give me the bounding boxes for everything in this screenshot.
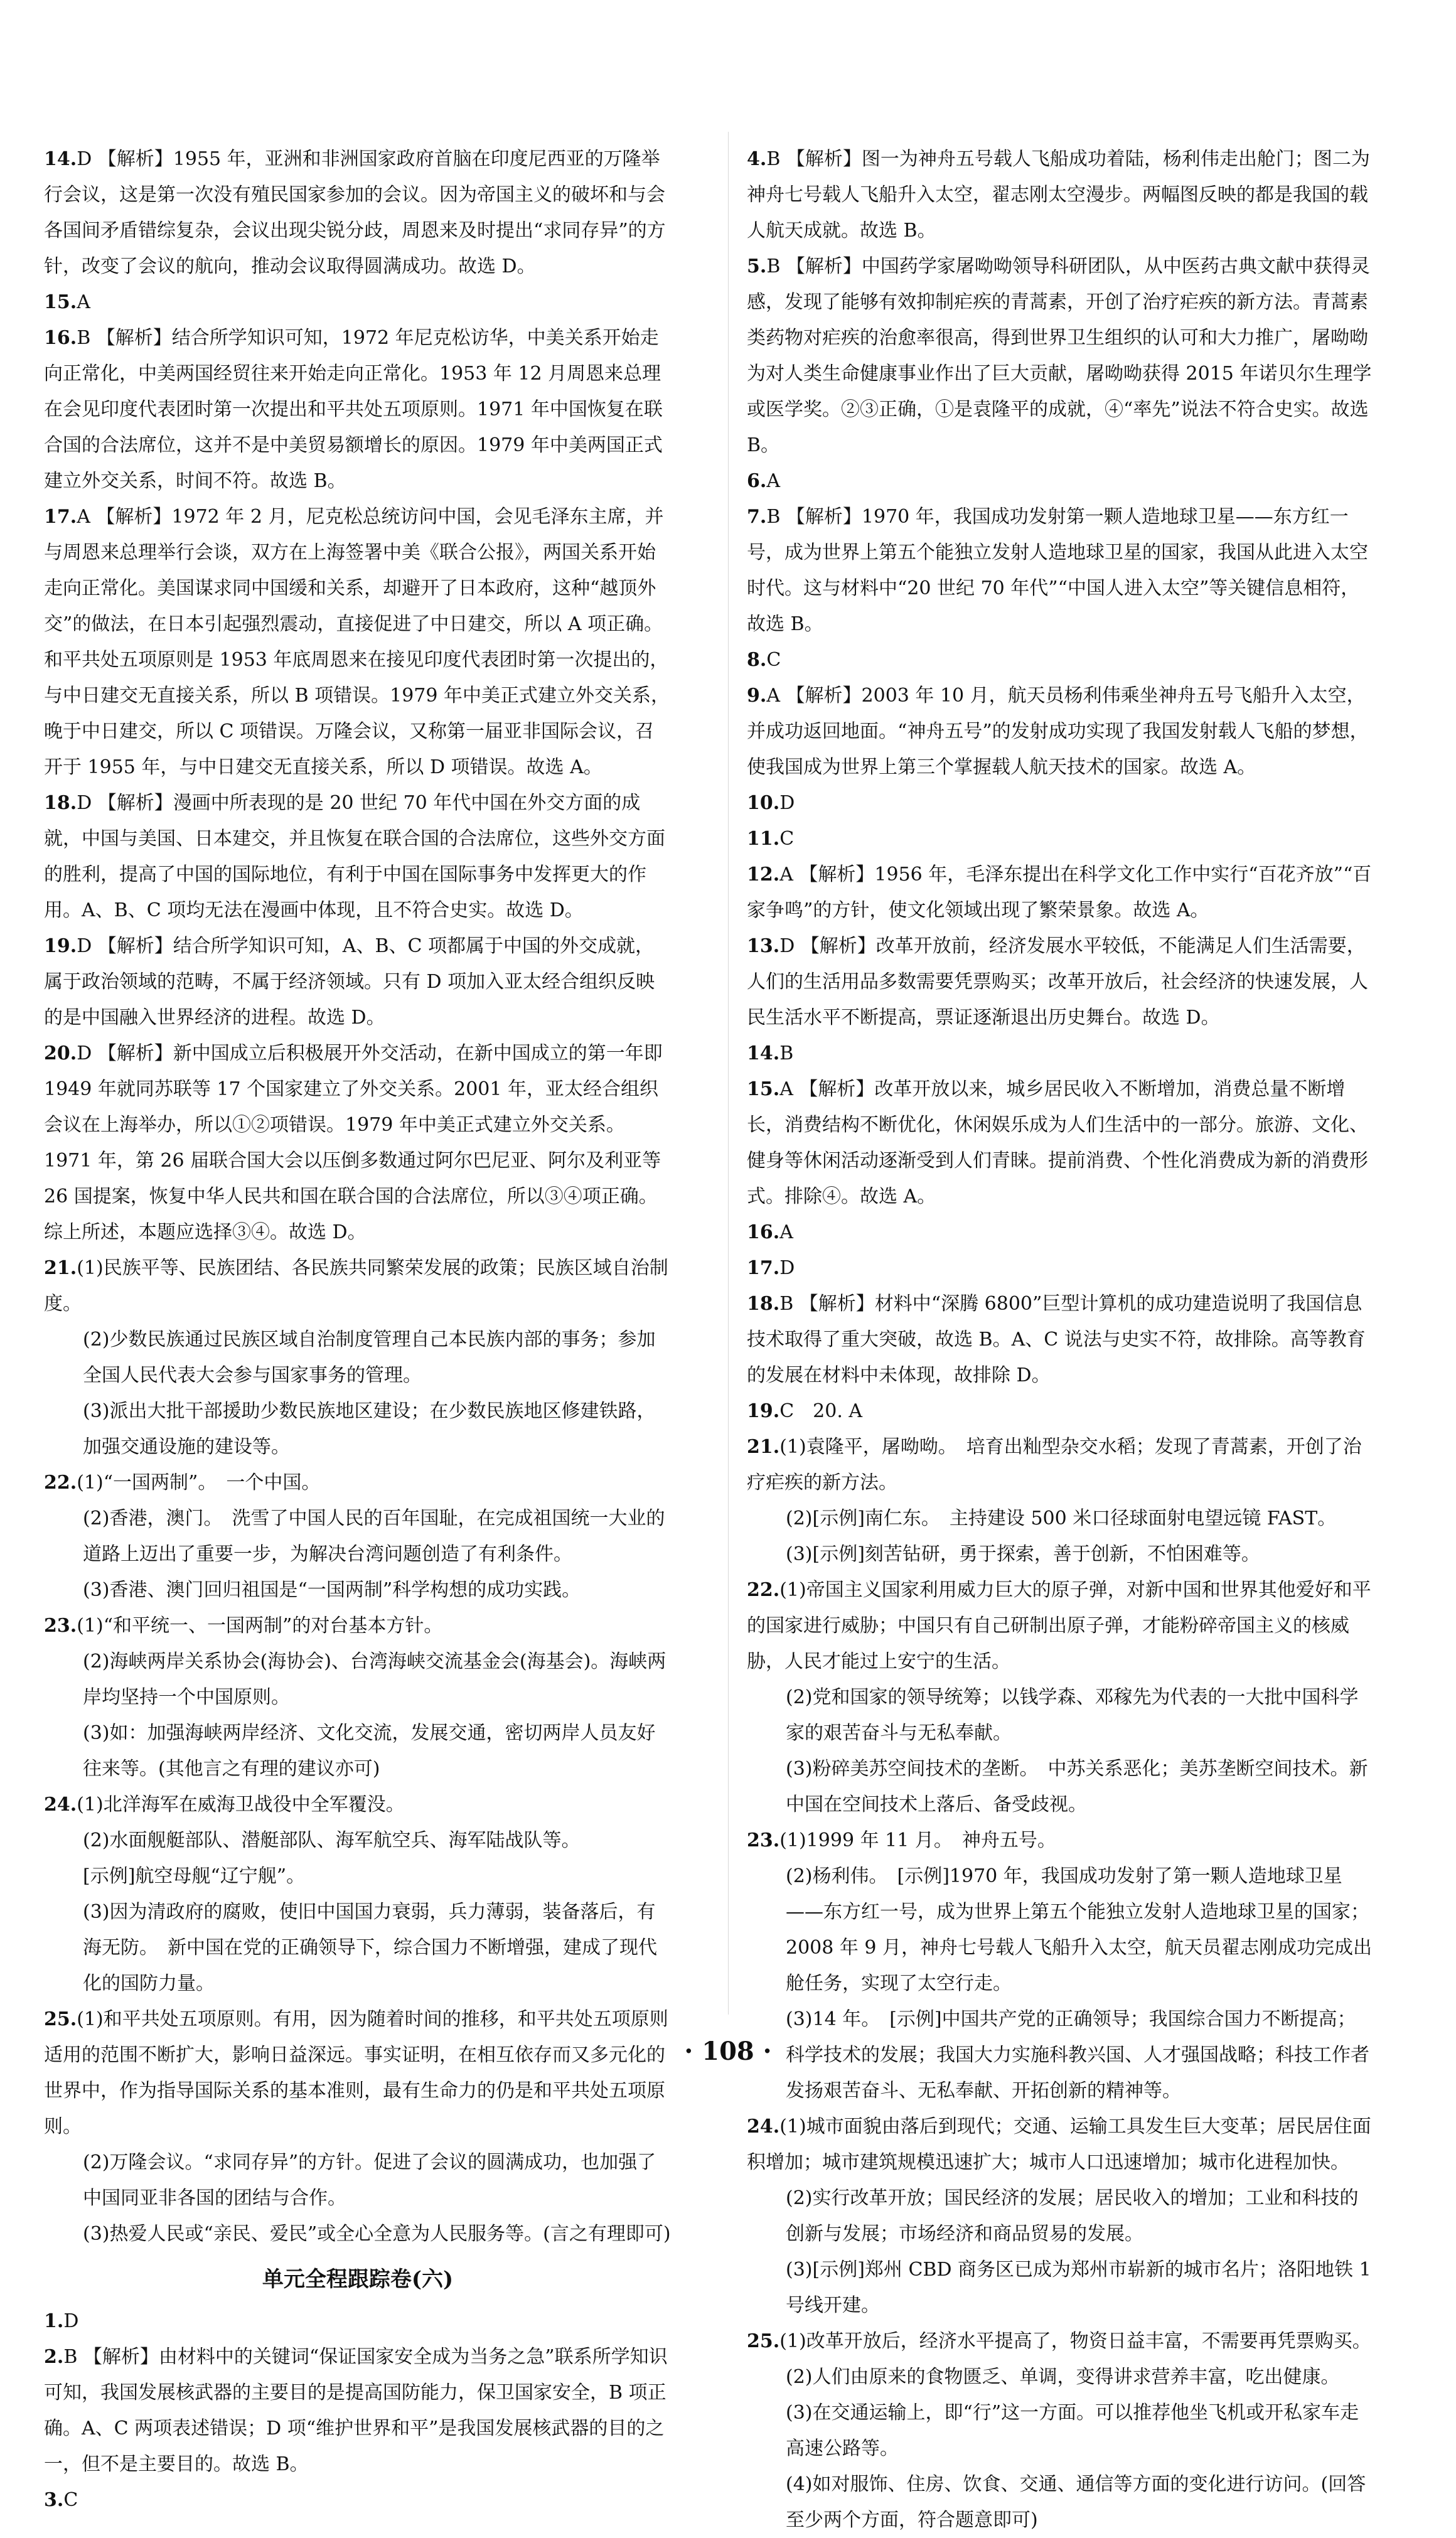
- answer-subpart: (3)香港、澳门回归祖国是“一国两制”科学构想的成功实践。: [83, 1579, 581, 1601]
- answer-number: 24.: [747, 2116, 780, 2138]
- answer-number: 16.: [44, 327, 77, 349]
- answer-subpart: (3)粉碎美苏空间技术的垄断。 中苏关系恶化；美苏垄断空间技术。新中国在空间技术上落后、备受歧视。: [786, 1758, 1368, 1816]
- answer-text: (1)“和平统一、一国两制”的对台基本方针。: [77, 1615, 443, 1637]
- answer-item: [44, 1250, 672, 1322]
- answer-item: [747, 2323, 1374, 2359]
- answer-item: [747, 785, 1374, 821]
- answer-number: 10.: [747, 792, 780, 814]
- answer-number: 18.: [44, 792, 77, 814]
- answer-subpart: (4)如对服饰、住房、饮食、交通、通信等方面的变化进行访问。(回答至少两个方面，符合题意即可): [786, 2473, 1366, 2531]
- answer-number: 6.: [747, 470, 767, 492]
- answer-subpart: [示例]航空母舰“辽宁舰”。: [83, 1865, 306, 1887]
- answer-item: [44, 1465, 672, 1501]
- answer-text: B: [779, 1042, 794, 1064]
- answer-item: [747, 1429, 1374, 1501]
- answer-number: 17.: [44, 506, 77, 528]
- answer-item: [44, 2339, 672, 2482]
- answer-text: C: [63, 2489, 78, 2511]
- answer-subpart: (2)杨利伟。 [示例]1970 年，我国成功发射了第一颗人造地球卫星——东方红一号，成为世界上第五个能独立发射人造地球卫星的国家；2008 年 9 月，神舟七号载人飞船升入太空，航天员翟志刚成功完成出舱任务，实现了太空行走。: [786, 1865, 1373, 1995]
- answer-text: (1)“一国两制”。 一个中国。: [77, 1472, 321, 1494]
- answer-number: 24.: [44, 1794, 77, 1816]
- answer-text: D 【解析】改革开放前，经济发展水平较低，不能满足人们生活需要，人们的生活用品多数需要凭票购买；改革开放后，社会经济的快速发展，人民生活水平不断提高，票证逐渐退出历史舞台。故选 D。: [747, 935, 1368, 1029]
- answer-subpart: (3)热爱人民或“亲民、爱民”或全心全意为人民服务等。(言之有理即可): [83, 2223, 671, 2245]
- answer-number: 5.: [747, 255, 767, 277]
- answer-item: [747, 1572, 1374, 1679]
- answer-number: 14.: [44, 148, 77, 170]
- answer-text: D: [779, 792, 795, 814]
- answer-number: 12.: [747, 864, 780, 886]
- answer-text: D 【解析】1955 年，亚洲和非洲国家政府首脑在印度尼西亚的万隆举行会议，这是第一次没有殖民国家参加的会议。因为帝国主义的破坏和与会各国间矛盾错综复杂，会议出现尖锐分歧，周恩来及时提出“求同存异”的方针，改变了会议的航向，推动会议取得圆满成功。故选 D。: [44, 148, 666, 277]
- answer-number: 23.: [44, 1615, 77, 1637]
- answer-text: A 【解析】改革开放以来，城乡居民收入不断增加，消费总量不断增长，消费结构不断优化，休闲娱乐成为人们生活中的一部分。旅游、文化、健身等休闲活动逐渐受到人们青睐。提前消费、个性化消费成为新的消费形式。排除④。故选 A。: [747, 1078, 1368, 1207]
- answer-item: [747, 1823, 1374, 1858]
- answer-subpart: (2)[示例]南仁东。 主持建设 500 米口径球面射电望远镜 FAST。: [786, 1507, 1337, 1529]
- answer-subpart: (3)派出大批干部援助少数民族地区建设；在少数民族地区修建铁路，加强交通设施的建设等。: [83, 1400, 656, 1458]
- answer-number: 20.: [44, 1042, 77, 1064]
- answer-number: 8.: [747, 649, 767, 671]
- answer-number: 19.: [747, 1400, 780, 1422]
- answer-number: 14.: [747, 1042, 780, 1064]
- answer-number: 25.: [747, 2330, 780, 2352]
- answer-subpart: (3)因为清政府的腐败，使旧中国国力衰弱，兵力薄弱，装备落后，有海无防。 新中国在党的正确领导下，综合国力不断增强，建成了现代化的国防力量。: [83, 1901, 657, 1995]
- answer-number: 15.: [747, 1078, 780, 1100]
- answer-number: 1.: [44, 2310, 64, 2332]
- answer-number: 17.: [747, 1257, 780, 1279]
- answer-item: [747, 141, 1374, 249]
- answer-text: B 【解析】中国药学家屠呦呦领导科研团队，从中医药古典文献中获得灵感，发现了能够有效抑制疟疾的青蒿素，开创了治疗疟疾的新方法。青蒿素类药物对疟疾的治愈率很高，得到世界卫生组织的认可和大力推广，屠呦呦为对人类生命健康事业作出了巨大贡献，屠呦呦获得 2015 年诺贝尔生理学或医学奖。②③正确，①是袁隆平的成就，④“率先”说法不符合史实。故选 B。: [747, 255, 1372, 456]
- answer-item: [44, 1608, 672, 1644]
- answer-subpart: (2)实行改革开放；国民经济的发展；居民收入的增加；工业和科技的创新与发展；市场经济和商品贸易的发展。: [786, 2187, 1359, 2245]
- answer-text: D 【解析】结合所学知识可知，A、B、C 项都属于中国的外交成就，属于政治领域的范畴，不属于经济领域。只有 D 项加入亚太经合组织反映的是中国融入世界经济的进程。故选 D。: [44, 935, 655, 1029]
- answer-number: 9.: [747, 685, 767, 707]
- answer-item: [44, 785, 672, 928]
- section-title: 单元全程跟踪卷(六): [262, 2267, 454, 2292]
- answer-item: [44, 2303, 672, 2339]
- answer-item: [747, 249, 1374, 463]
- answer-text: C: [766, 649, 781, 671]
- answer-text: D: [63, 2310, 79, 2332]
- answer-text: A: [77, 291, 90, 313]
- answer-text: B 【解析】图一为神舟五号载人飞船成功着陆，杨利伟走出舱门；图二为神舟七号载人飞船升入太空，翟志刚太空漫步。两幅图反映的都是我国的载人航天成就。故选 B。: [747, 148, 1370, 242]
- answer-number: 22.: [44, 1472, 77, 1494]
- answer-text: (1)和平共处五项原则。有用，因为随着时间的推移，和平共处五项原则适用的范围不断扩大，影响日益深远。事实证明，在相互依存而又多元化的世界中，作为指导国际关系的基本准则，最有生命力的仍是和平共处五项原则。: [44, 2008, 668, 2138]
- answer-text: A: [779, 1221, 793, 1243]
- column-divider: [728, 132, 729, 2015]
- answer-number: 2.: [44, 2346, 64, 2368]
- answer-text: A: [766, 470, 780, 492]
- answer-item: [747, 1393, 1374, 1429]
- answer-number: 25.: [44, 2008, 77, 2030]
- answer-number: 4.: [747, 148, 767, 170]
- answer-item: [747, 1250, 1374, 1286]
- answer-subpart: (3)如：加强海峡两岸经济、文化交流，发展交通，密切两岸人员友好往来等。(其他言之有理的建议亦可): [83, 1722, 656, 1780]
- answer-number: 22.: [747, 1579, 780, 1601]
- answer-text: (1)北洋海军在威海卫战役中全军覆没。: [77, 1794, 405, 1816]
- answer-subpart: (3)[示例]郑州 CBD 商务区已成为郑州市崭新的城市名片；洛阳地铁 1 号线开建。: [786, 2259, 1371, 2316]
- answer-text: D: [779, 1257, 795, 1279]
- answer-item: [747, 642, 1374, 678]
- answer-text: (1)民族平等、民族团结、各民族共同繁荣发展的政策；民族区域自治制度。: [44, 1257, 668, 1315]
- answer-subpart: (2)万隆会议。“求同存异”的方针。促进了会议的圆满成功，也加强了中国同亚非各国的团结与合作。: [83, 2151, 656, 2209]
- answer-subpart: (2)党和国家的领导统筹；以钱学森、邓稼先为代表的一大批中国科学家的艰苦奋斗与无私奉献。: [786, 1686, 1359, 1744]
- answer-text: B 【解析】1970 年，我国成功发射第一颗人造地球卫星——东方红一号，成为世界上第五个能独立发射人造地球卫星的国家，我国从此进入太空时代。这与材料中“20 世纪 70 年代”“中国人进入太空”等关键信息相符，故选 B。: [747, 506, 1368, 635]
- answer-item: [44, 284, 672, 320]
- answer-item: [747, 678, 1374, 785]
- answer-item: [747, 463, 1374, 499]
- answer-item: [747, 928, 1374, 1036]
- answer-item: [747, 1286, 1374, 1393]
- answer-text: B 【解析】由材料中的关键词“保证国家安全成为当务之急”联系所学知识可知，我国发展核武器的主要目的是提高国防能力，保卫国家安全，B 项正确。A、C 两项表述错误；D 项“维护世界和平”是我国发展核武器的目的之一，但不是主要目的。故选 B。: [44, 2346, 668, 2475]
- right-column: [747, 141, 1374, 2538]
- answer-number: 19.: [44, 935, 77, 957]
- answer-number: 21.: [747, 1436, 780, 1458]
- answer-item: [747, 1214, 1374, 1250]
- answer-text: C 20. A: [779, 1400, 863, 1422]
- answer-item: [44, 928, 672, 1036]
- answer-item: [44, 2482, 672, 2518]
- answer-text: D 【解析】漫画中所表现的是 20 世纪 70 年代中国在外交方面的成就，中国与美国、日本建交，并且恢复在联合国的合法席位，这些外交方面的胜利，提高了中国的国际地位，有利于中国在国际事务中发挥更大的作用。A、B、C 项均无法在漫画中体现，且不符合史实。故选 D。: [44, 792, 665, 921]
- answer-subpart: (2)香港，澳门。 洗雪了中国人民的百年国耻，在完成祖国统一大业的道路上迈出了重要一步，为解决台湾问题创造了有利条件。: [83, 1507, 665, 1565]
- answer-text: A 【解析】2003 年 10 月，航天员杨利伟乘坐神舟五号飞船升入太空，并成功返回地面。“神舟五号”的发射成功实现了我国发射载人飞船的梦想，使我国成为世界上第三个掌握载人航天技术的国家。故选 A。: [747, 685, 1369, 778]
- answer-text: (1)改革开放后，经济水平提高了，物资日益丰富，不需要再凭票购买。: [779, 2330, 1371, 2352]
- answer-text: (1)城市面貌由落后到现代；交通、运输工具发生巨大变革；居民居住面积增加；城市建筑规模迅速扩大；城市人口迅速增加；城市化进程加快。: [747, 2116, 1371, 2173]
- answer-subpart: (2)少数民族通过民族区域自治制度管理自己本民族内部的事务；参加全国人民代表大会参与国家事务的管理。: [83, 1329, 656, 1386]
- answer-item: [747, 857, 1374, 928]
- answer-subpart: (3)14 年。 [示例]中国共产党的正确领导；我国综合国力不断提高；科学技术的发展；我国大力实施科教兴国、人才强国战略；科技工作者发扬艰苦奋斗、无私奉献、开拓创新的精神等。: [786, 2008, 1369, 2102]
- answer-text: B 【解析】材料中“深腾 6800”巨型计算机的成功建造说明了我国信息技术取得了重大突破，故选 B。A、C 说法与史实不符，故排除。高等教育的发展在材料中未体现，故排除 D。: [747, 1293, 1366, 1386]
- answer-text: A 【解析】1972 年 2 月，尼克松总统访问中国，会见毛泽东主席，并与周恩来总理举行会谈，双方在上海签署中美《联合公报》，两国关系开始走向正常化。美国谋求同中国缓和关系，却避开了日本政府，这种“越顶外交”的做法，在日本引起强烈震动，直接促进了中日建交，所以 A 项正确。和平共处五项原则是 1953 年底周恩来在接见印度代表团时第一次提出的，与中日建交无直接关系，所以 B 项错误。1979 年中美正式建立外交关系，晚于中日建交，所以 C 项错误。万隆会议，又称第一届亚非国际会议，召开于 1955 年，与中日建交无直接关系，所以 D 项错误。故选 A。: [44, 506, 670, 778]
- answer-number: 13.: [747, 935, 780, 957]
- answer-item: [747, 2109, 1374, 2180]
- answer-text: (1)袁隆平，屠呦呦。 培育出籼型杂交水稻；发现了青蒿素，开创了治疗疟疾的新方法。: [747, 1436, 1362, 1494]
- answer-text: (1)1999 年 11 月。 神舟五号。: [779, 1829, 1056, 1851]
- answer-text: C: [779, 828, 795, 850]
- answer-number: 15.: [44, 291, 77, 313]
- answer-item: [44, 1787, 672, 1823]
- answer-text: (1)帝国主义国家利用威力巨大的原子弹，对新中国和世界其他爱好和平的国家进行威胁；中国只有自己研制出原子弹，才能粉碎帝国主义的核威胁，人民才能过上安宁的生活。: [747, 1579, 1371, 1673]
- answer-number: 11.: [747, 828, 780, 850]
- answer-number: 18.: [747, 1293, 780, 1315]
- answer-number: 7.: [747, 506, 767, 528]
- answer-text: A 【解析】1956 年，毛泽东提出在科学文化工作中实行“百花齐放”“百家争鸣”的方针，使文化领域出现了繁荣景象。故选 A。: [747, 864, 1372, 921]
- answer-subpart: (3)在交通运输上，即“行”这一方面。可以推荐他坐飞机或开私家车走高速公路等。: [786, 2402, 1359, 2460]
- answer-subpart: (3)[示例]刻苦钻研，勇于探索，善于创新，不怕困难等。: [786, 1543, 1260, 1565]
- answer-text: B 【解析】结合所学知识可知，1972 年尼克松访华，中美关系开始走向正常化，中美两国经贸往来开始走向正常化。1953 年 12 月周恩来总理在会见印度代表团时第一次提出和平共处五项原则。1971 年中国恢复在联合国的合法席位，这并不是中美贸易额增长的原因。1979 年中美两国正式建立外交关系，时间不符。故选 B。: [44, 327, 663, 492]
- answer-subpart: (2)海峡两岸关系协会(海协会)、台湾海峡交流基金会(海基会)。海峡两岸均坚持一个中国原则。: [83, 1651, 666, 1708]
- answer-number: 23.: [747, 1829, 780, 1851]
- answer-subpart: (2)人们由原来的食物匮乏、单调，变得讲求营养丰富，吃出健康。: [786, 2366, 1340, 2388]
- answer-item: [747, 1071, 1374, 1214]
- answer-item: [44, 499, 672, 785]
- answer-item: [44, 2001, 672, 2144]
- answer-item: [44, 320, 672, 499]
- answer-item: [44, 141, 672, 284]
- answer-item: [747, 1036, 1374, 1071]
- answer-number: 3.: [44, 2489, 64, 2511]
- answer-subpart: (2)水面舰艇部队、潜艇部队、海军航空兵、海军陆战队等。: [83, 1829, 581, 1851]
- answer-item: [747, 499, 1374, 642]
- answer-item: [44, 1036, 672, 1250]
- answer-number: 16.: [747, 1221, 780, 1243]
- left-column: [44, 141, 672, 2518]
- answer-number: 21.: [44, 1257, 77, 1279]
- page-number: · 108 ·: [684, 2037, 772, 2066]
- answer-item: [747, 821, 1374, 857]
- answer-text: D 【解析】新中国成立后积极展开外交活动，在新中国成立的第一年即 1949 年就同苏联等 17 个国家建立了外交关系。2001 年，亚太经合组织会议在上海举办，所以①②项错误。1979 年中美正式建立外交关系。1971 年，第 26 届联合国大会以压倒多数通过阿尔巴尼亚、阿尔及利亚等 26 国提案，恢复中华人民共和国在联合国的合法席位，所以③④项正确。综上所述，本题应选择③④。故选 D。: [44, 1042, 663, 1243]
